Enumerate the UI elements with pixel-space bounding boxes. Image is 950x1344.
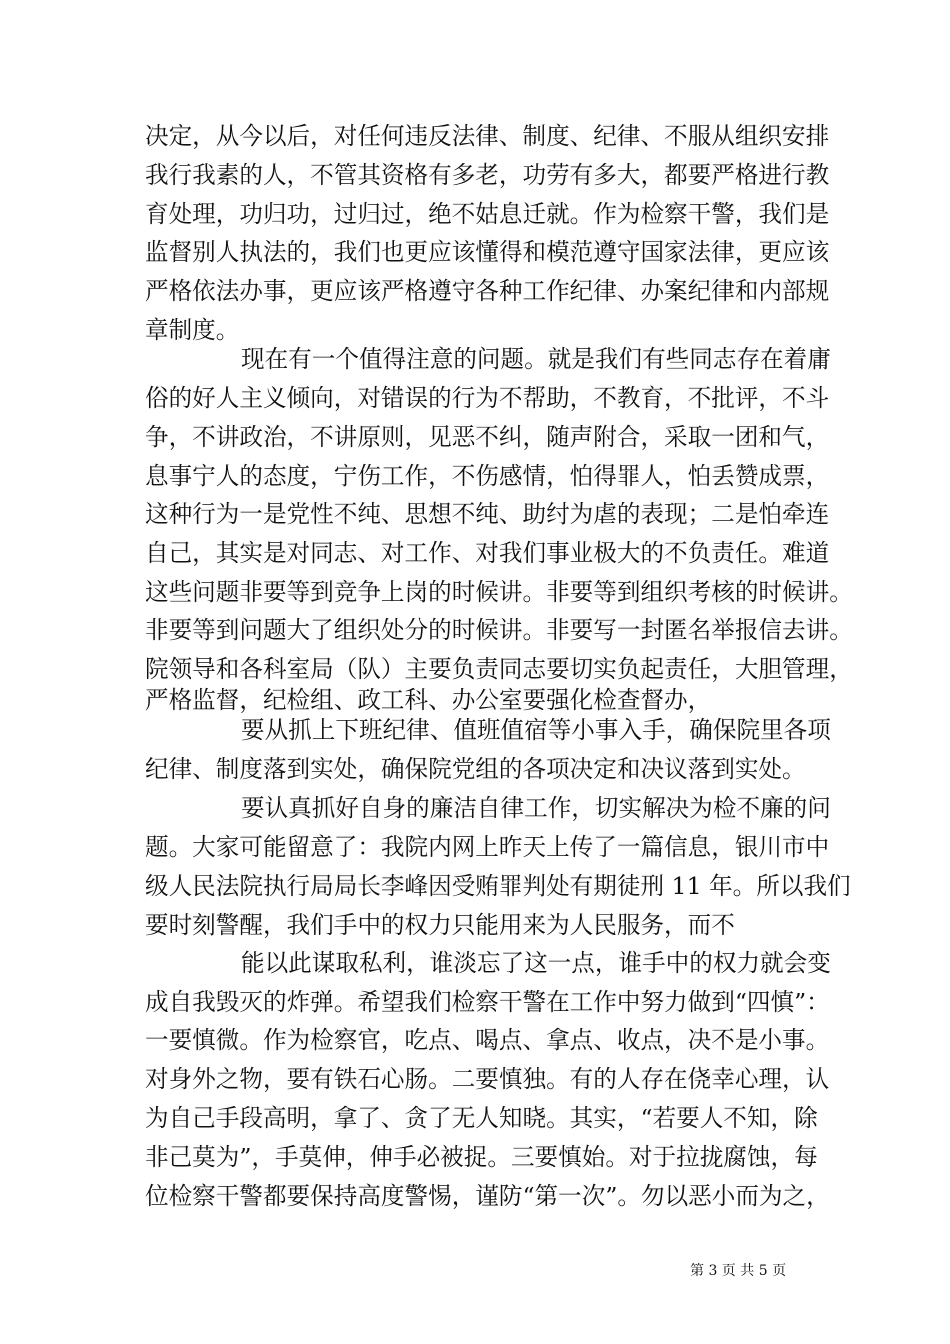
text-line: 章制度。 <box>145 316 240 344</box>
text-line: 监督别人执法的，我们也更应该懂得和模范遵守国家法律，更应该 <box>145 238 830 266</box>
text-line: 自己，其实是对同志、对工作、对我们事业极大的不负责任。难道 <box>145 539 830 567</box>
text-line: 俗的好人主义倾向，对错误的行为不帮助，不教育，不批评，不斗 <box>145 384 830 412</box>
text-line: 院领导和各科室局（队）主要负责同志要切实负起责任，大胆管理， <box>145 655 853 683</box>
text-line: 为自己手段高明，拿了、贪了无人知晓。其实，“若要人不知，除 <box>145 1104 818 1132</box>
text-line: 对身外之物，要有铁石心肠。二要慎独。有的人存在侥幸心理，认 <box>145 1065 830 1093</box>
text-line: 争，不讲政治，不讲原则，见恶不纠，随声附合，采取一团和气， <box>145 423 830 451</box>
text-line: 决定，从今以后，对任何违反法律、制度、纪律、不服从组织安排 <box>145 122 830 150</box>
text-line: 现在有一个值得注意的问题。就是我们有些同志存在着庸 <box>241 345 831 373</box>
text-line: 要认真抓好自身的廉洁自律工作，切实解决为检不廉的问 <box>241 794 831 822</box>
text-line: 成自我毁灭的炸弹。希望我们检察干警在工作中努力做到“四慎”： <box>145 988 830 1016</box>
text-line: 纪律、制度落到实处，确保院党组的各项决定和决议落到实处。 <box>145 755 806 783</box>
text-line: 位检察干警都要保持高度警惕，谨防“第一次”。勿以恶小而为之， <box>145 1182 830 1210</box>
text-line: 这些问题非要等到竞争上岗的时候讲。非要等到组织考核的时候讲。 <box>145 578 853 606</box>
text-line: 严格监督，纪检组、政工科、办公室要强化检查督办， <box>145 686 712 714</box>
text-line: 息事宁人的态度，宁伤工作，不伤感情，怕得罪人，怕丢赞成票， <box>145 462 830 490</box>
text-line: 题。大家可能留意了：我院内网上昨天上传了一篇信息，银川市中 <box>145 833 830 861</box>
text-line: 要时刻警醒，我们手中的权力只能用来为人民服务，而不 <box>145 911 735 939</box>
text-line: 这种行为一是党性不纯、思想不纯、助纣为虐的表现；二是怕牵连 <box>145 500 830 528</box>
page-number: 第 3 页 共 5 页 <box>690 1263 787 1279</box>
text-line: 育处理，功归功，过归过，绝不姑息迁就。作为检察干警，我们是 <box>145 200 830 228</box>
text-line: 我行我素的人，不管其资格有多老，功劳有多大，都要严格进行教 <box>145 161 830 189</box>
text-line: 非己莫为”，手莫伸，伸手必被捉。三要慎始。对于拉拢腐蚀，每 <box>145 1143 818 1171</box>
text-line: 一要慎微。作为检察官，吃点、喝点、拿点、收点，决不是小事。 <box>145 1026 830 1054</box>
text-line: 要从抓上下班纪律、值班值宿等小事入手，确保院里各项 <box>241 716 831 744</box>
text-line: 非要等到问题大了组织处分的时候讲。非要写一封匿名举报信去讲。 <box>145 616 853 644</box>
text-line: 严格依法办事，更应该严格遵守各种工作纪律、办案纪律和内部规 <box>145 277 830 305</box>
text-line: 级人民法院执行局局长李峰因受贿罪判处有期徒刑 11 年。所以我们 <box>145 872 851 900</box>
text-line: 能以此谋取私利，谁淡忘了这一点，谁手中的权力就会变 <box>241 949 831 977</box>
